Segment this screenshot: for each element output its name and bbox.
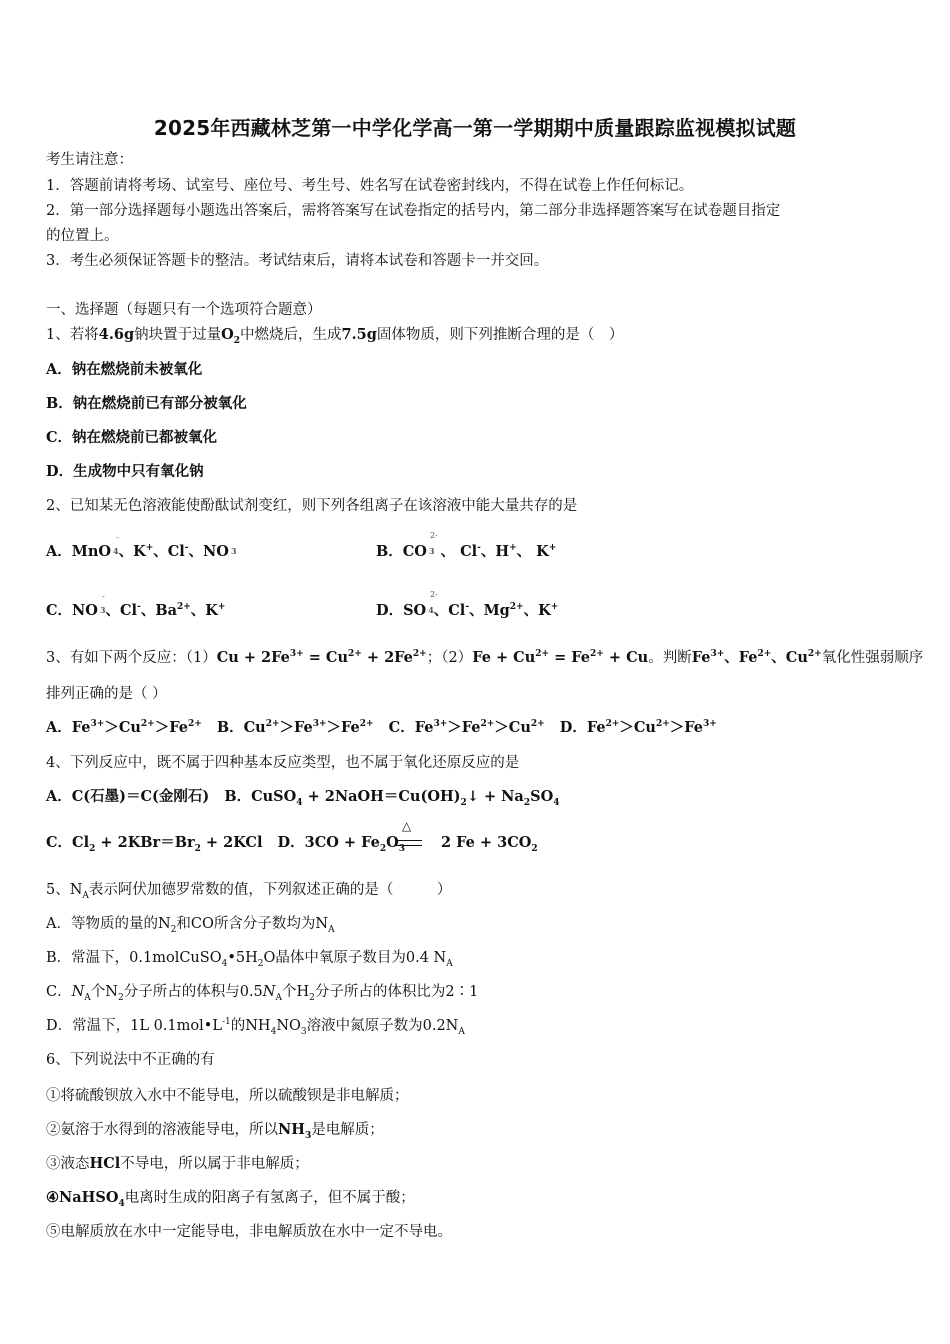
question-1-option-a: A．钠在燃烧前未被氧化 xyxy=(46,361,203,378)
question-2-option-b: B．CO 3 、 Cl-、H+、 K+ xyxy=(376,543,557,560)
question-2-option-a: A．MnO 4、K+、Cl-、NO 3 xyxy=(46,543,237,560)
notice-heading: 考生请注意： xyxy=(46,152,133,168)
question-5-option-c: C．$N_A$个$N_2$分子所占的体积与$0.5N_A$个$H_2$分子所占的体积比为2∶1 xyxy=(46,984,479,1003)
section-heading: 一、选择题（每题只有一个选项符合题意） xyxy=(46,302,322,318)
question-3-stem-cont: 排列正确的是（ ） xyxy=(46,686,167,702)
question-1-option-c: C．钠在燃烧前已都被氧化 xyxy=(46,429,218,446)
reaction-equals-sign xyxy=(396,840,422,846)
question-6-statement-4: ④NaHSO$_4$电离时生成的阳离子有氢离子，但不属于酸； xyxy=(46,1189,415,1209)
question-2-a-charge: - xyxy=(116,533,119,542)
page-title: 2025年西藏林芝第一中学化学高一第一学期期中质量跟踪监视模拟试题 xyxy=(153,116,797,140)
question-4-options-cd xyxy=(46,833,538,853)
question-6-stem: 6、下列说法中不正确的有 xyxy=(46,1052,215,1068)
question-6-statement-2: ②氨溶于水得到的溶液能导电，所以$NH_3$是电解质； xyxy=(46,1121,384,1141)
question-2-option-d: D．SO 4、Cl-、$Mg^{2+}$、K+ xyxy=(376,602,559,619)
question-4-options-ab xyxy=(46,787,559,807)
question-3-option-b: B．$Cu^{2+}>Fe^{3+}>Fe^{2+}$ xyxy=(216,719,374,736)
question-3-option-d: D．$Fe^{2+}>Cu^{2+}>Fe^{3+}$ xyxy=(559,719,717,736)
question-3-options xyxy=(46,718,717,738)
question-1-option-b: B．钠在燃烧前已有部分被氧化 xyxy=(46,395,247,412)
question-5-stem: 5、$N_A$表示阿伏加德罗常数的值，下列叙述正确的是（ ） xyxy=(46,882,452,901)
question-2-b-charge: 2- xyxy=(430,531,438,540)
question-2-option-c: C．NO 3、Cl-、$Ba^{2+}$、K+ xyxy=(46,602,226,619)
question-4-option-d: D．$3CO + Fe_2O_3$ 2 $Fe + 3CO_2$ xyxy=(277,834,538,854)
question-6-statement-3: ③液态HCl不导电，所以属于非电解质； xyxy=(46,1155,309,1172)
notice-item-3: 3．考生必须保证答题卡的整洁。考试结束后，请将本试卷和答题卡一并交回。 xyxy=(46,253,549,269)
question-3-option-c: C．$Fe^{3+}>Fe^{2+}>Cu^{2+}$ xyxy=(388,719,545,736)
question-5-option-a: A．等物质的量的$N_2$和CO所含分子数均为$N_A$ xyxy=(46,916,335,935)
question-6-statement-5: ⑤电解质放在水中一定能导电，非电解质放在水中一定不导电。 xyxy=(46,1224,452,1240)
question-5-option-d: D．常温下，1L $0.1mol•L^{-1}$的$NH_4NO_3$溶液中氮原子数为$0.2N_A$ xyxy=(46,1017,465,1037)
question-2-d-charge: 2- xyxy=(430,590,438,599)
question-4-stem: 4、下列反应中，既不属于四种基本反应类型，也不属于氧化还原反应的是 xyxy=(46,755,520,771)
question-2-stem: 2、已知某无色溶液能使酚酞试剂变红，则下列各组离子在该溶液中能大量共存的是 xyxy=(46,498,578,514)
question-4-option-c: C．$Cl_2 + 2KBr=Br_2 + 2KCl$ xyxy=(46,834,263,854)
question-5-option-b: B．常温下，$0.1molCuSO_4•5H_2O$晶体中氧原子数目为0.4 $N_A$ xyxy=(46,950,453,969)
question-1-option-d: D．生成物中只有氧化钠 xyxy=(46,463,204,480)
question-1-stem: 1、若将4.6g钠块置于过量$O_2$中燃烧后，生成7.5g固体物质，则下列推断合理的是（ ） xyxy=(46,326,624,346)
heat-delta-icon: △ xyxy=(402,819,412,833)
notice-item-1: 1．答题前请将考场、试室号、座位号、考生号、姓名写在试卷密封线内，不得在试卷上作任何标记。 xyxy=(46,178,694,194)
question-6-statement-1: ①将硫酸钡放入水中不能导电，所以硫酸钡是非电解质； xyxy=(46,1088,409,1104)
question-4-option-b: B．CuSO$_4$ + $2NaOH=Cu(OH)_2↓ + Na_2SO_4$ xyxy=(224,788,560,808)
question-3-option-a: A．$Fe^{3+}>Cu^{2+}>Fe^{2+}$ xyxy=(46,719,202,736)
notice-item-2: 2．第一部分选择题每小题选出答案后，需将答案写在试卷指定的括号内，第二部分非选择题答案写在试卷题目指定 xyxy=(46,203,781,219)
question-3-stem: 3、有如下两个反应：$(1)Cu + 2Fe^{3+} = Cu^{2+} + 2Fe^{2+}$；$(2)Fe + Cu^{2+} = Fe^{2+} + Cu$。判断$Fe^{3+}$、$Fe^{2+}$、$Cu^{2+}$氧化性强弱顺序 xyxy=(46,649,924,666)
notice-item-2-cont: 的位置上。 xyxy=(46,228,119,244)
question-4-option-a: A．C(石墨)＝C(金刚石) xyxy=(46,788,210,805)
question-2-c-charge: - xyxy=(102,592,105,601)
